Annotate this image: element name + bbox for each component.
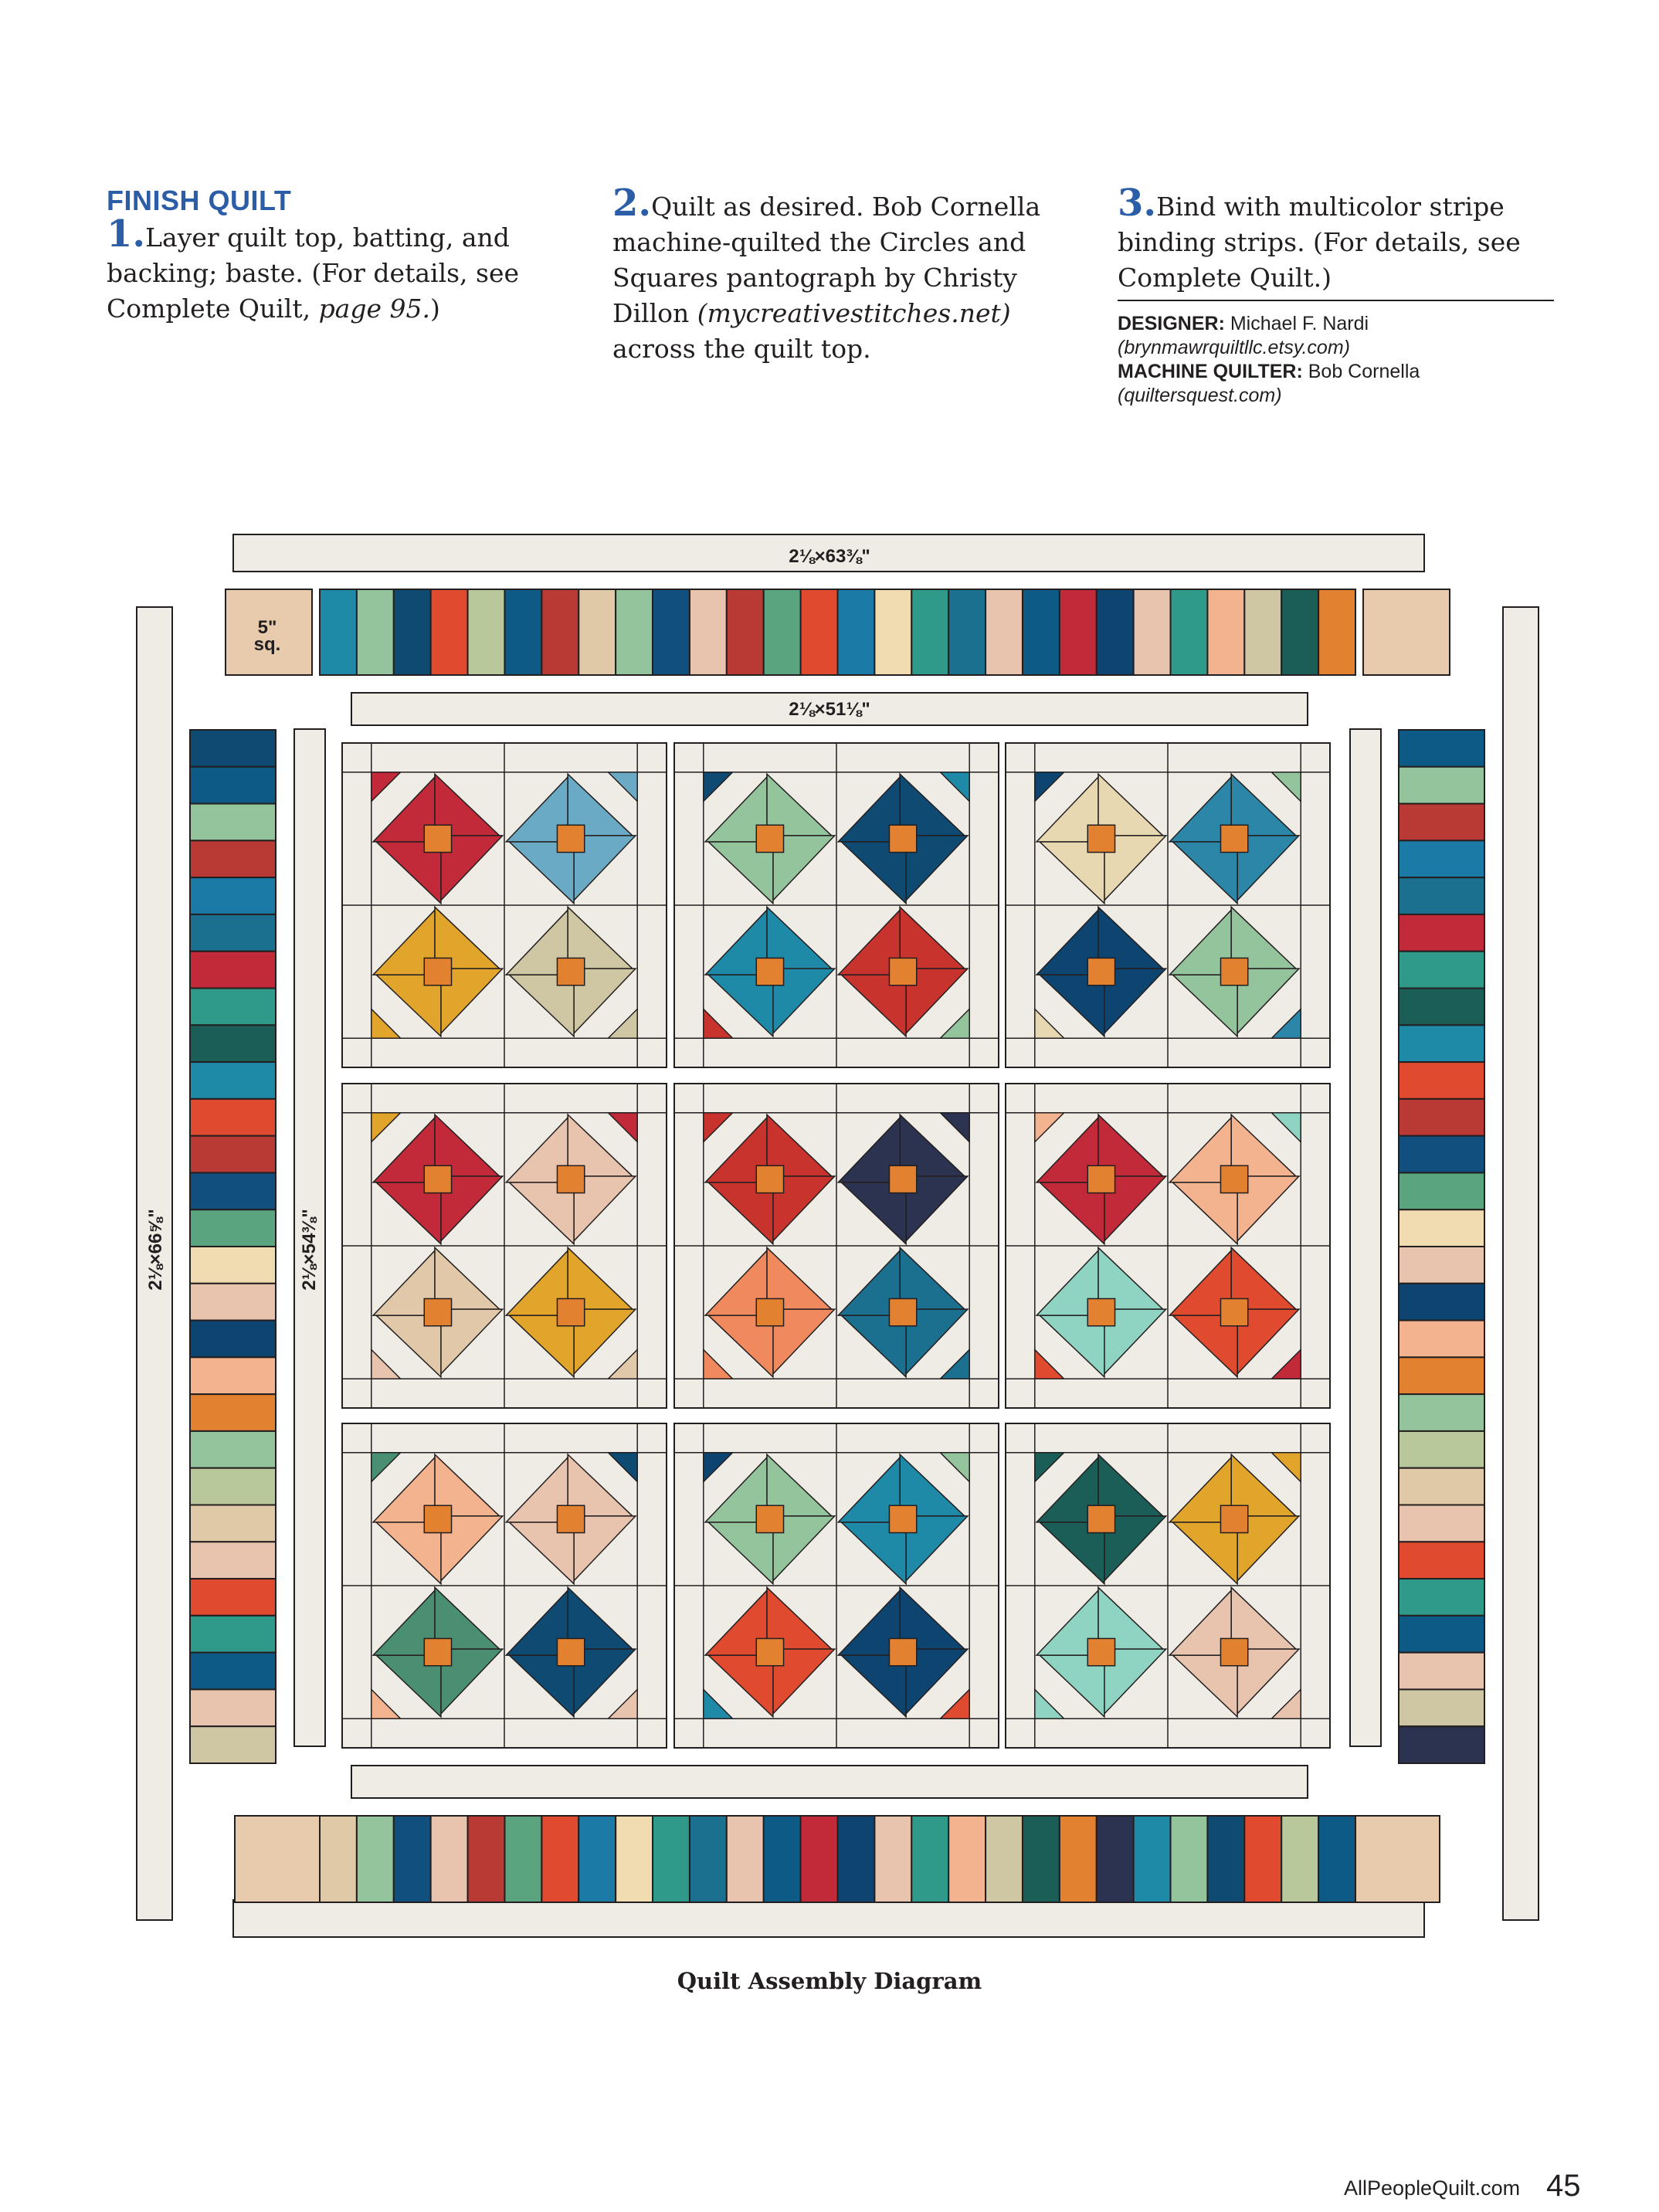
- designer-label: DESIGNER:: [1118, 313, 1225, 334]
- left-stripe-piece: [190, 1505, 276, 1542]
- pinwheel-center: [756, 825, 783, 852]
- right-stripe-piece: [1399, 989, 1484, 1026]
- step-2-tail: across the quilt top.: [612, 334, 871, 364]
- pinwheel-center: [889, 825, 916, 852]
- left-stripe-piece: [190, 1357, 276, 1394]
- left-stripe-piece: [190, 989, 276, 1026]
- right-stripe-piece: [1399, 1431, 1484, 1468]
- right-stripe-piece: [1399, 1357, 1484, 1394]
- top-stripe-piece: [431, 589, 468, 675]
- pinwheel-block: [1006, 1084, 1330, 1408]
- pinwheel-center: [889, 1638, 916, 1665]
- left-outer-border-label: 2⅛×66⅝": [145, 1209, 166, 1291]
- right-stripe-piece: [1399, 877, 1484, 914]
- step-1-close: ): [430, 293, 440, 324]
- left-stripe-piece: [190, 1689, 276, 1726]
- top-stripe-piece: [1023, 589, 1060, 675]
- step-3-text: Bind with multicolor stripe binding strips. (For details, see Complete Quilt.): [1118, 192, 1521, 293]
- bottom-stripe-piece: [764, 1816, 801, 1902]
- right-stripe-piece: [1399, 1689, 1484, 1726]
- pinwheel-center: [1220, 825, 1247, 852]
- bottom-stripe-piece: [1060, 1816, 1097, 1902]
- pinwheel-center: [1220, 958, 1247, 985]
- bottom-stripe-piece: [431, 1816, 468, 1902]
- left-stripe-piece: [190, 767, 276, 804]
- pinwheel-center: [557, 958, 584, 985]
- top-stripe-piece: [578, 589, 616, 675]
- quilter-url: (quiltersquest.com): [1118, 385, 1282, 406]
- top-stripe-piece: [874, 589, 911, 675]
- pinwheel-center: [889, 1165, 916, 1193]
- left-stripe-piece: [190, 952, 276, 989]
- diagram-caption: Quilt Assembly Diagram: [677, 1968, 982, 1994]
- left-stripe-piece: [190, 1579, 276, 1616]
- right-stripe-piece: [1399, 1321, 1484, 1358]
- right-stripe-piece: [1399, 1468, 1484, 1505]
- pinwheel-center: [756, 1165, 783, 1193]
- top-stripe-piece: [838, 589, 875, 675]
- pinwheel-center: [889, 958, 916, 985]
- left-stripe-piece: [190, 1653, 276, 1690]
- section-heading: FINISH QUILT: [107, 185, 292, 216]
- corner-square-bottom-left: [235, 1816, 320, 1902]
- pinwheel-center: [557, 1165, 584, 1193]
- right-stripe-piece: [1399, 804, 1484, 841]
- pinwheel-center: [1087, 958, 1114, 985]
- right-stripe-piece: [1399, 1062, 1484, 1099]
- footer-site: AllPeopleQuilt.com: [1344, 2176, 1521, 2200]
- left-stripe-piece: [190, 1099, 276, 1136]
- pinwheel-block: [1006, 743, 1330, 1067]
- pinwheel-center: [557, 1298, 584, 1325]
- top-stripe-piece: [690, 589, 727, 675]
- right-stripe-piece: [1399, 840, 1484, 877]
- right-stripe-piece: [1399, 767, 1484, 804]
- bottom-stripe-piece: [801, 1816, 838, 1902]
- corner-square-bottom-right: [1355, 1816, 1440, 1902]
- pinwheel-center: [756, 1298, 783, 1325]
- pinwheel-center: [1087, 1505, 1114, 1532]
- designer-url: (brynmawrquiltllc.etsy.com): [1118, 337, 1350, 358]
- pinwheel-block: [674, 743, 999, 1067]
- top-stripe-piece: [1207, 589, 1244, 675]
- bottom-stripe-piece: [1281, 1816, 1318, 1902]
- left-stripe-piece: [190, 1431, 276, 1468]
- top-stripe-piece: [541, 589, 578, 675]
- left-stripe-piece: [190, 1172, 276, 1209]
- bottom-stripe-piece: [1171, 1816, 1208, 1902]
- bottom-stripe-piece: [1318, 1816, 1355, 1902]
- bottom-stripe-piece: [357, 1816, 394, 1902]
- pinwheel-block: [674, 1423, 999, 1748]
- bottom-stripe-piece: [504, 1816, 541, 1902]
- step-1-text: Layer quilt top, batting, and backing; baste. (For details, see Complete Quilt,: [107, 222, 520, 324]
- pinwheel-center: [756, 1638, 783, 1665]
- pinwheel-center: [424, 825, 451, 852]
- top-stripe-piece: [468, 589, 505, 675]
- pinwheel-center: [1220, 1638, 1247, 1665]
- top-stripe-piece: [1318, 589, 1355, 675]
- bottom-stripe-piece: [616, 1816, 653, 1902]
- top-outer-border-label: 2⅛×63⅜": [789, 546, 870, 567]
- bottom-stripe-piece: [320, 1816, 357, 1902]
- right-stripe-piece: [1399, 1172, 1484, 1209]
- top-stripe-piece: [320, 589, 357, 675]
- step-1-page-ref: page 95.: [318, 293, 430, 324]
- pinwheel-block: [342, 743, 667, 1067]
- left-stripe-piece: [190, 840, 276, 877]
- step-2-text: Quilt as desired. Bob Cornella machine-quilted the Circles and Squares pantograph by Christy Dillon: [612, 192, 1041, 328]
- pinwheel-center: [1220, 1298, 1247, 1325]
- right-stripe-piece: [1399, 1394, 1484, 1431]
- bottom-outer-border-strip: [233, 1900, 1424, 1937]
- top-stripe-piece: [504, 589, 541, 675]
- pinwheel-center: [424, 1638, 451, 1665]
- pinwheel-block: [342, 1423, 667, 1748]
- left-stripe-piece: [190, 1616, 276, 1653]
- top-stripe-piece: [1134, 589, 1171, 675]
- top-stripe-piece: [764, 589, 801, 675]
- bottom-stripe-piece: [727, 1816, 764, 1902]
- right-stripe-piece: [1399, 1653, 1484, 1690]
- top-stripe-piece: [1244, 589, 1281, 675]
- pinwheel-center: [557, 1505, 584, 1532]
- bottom-stripe-piece: [911, 1816, 948, 1902]
- left-stripe-piece: [190, 1025, 276, 1062]
- left-stripe-piece: [190, 1247, 276, 1284]
- bottom-stripe-piece: [838, 1816, 875, 1902]
- bottom-stripe-piece: [948, 1816, 986, 1902]
- top-stripe-piece: [801, 589, 838, 675]
- top-stripe-piece: [394, 589, 431, 675]
- top-stripe-piece: [1281, 589, 1318, 675]
- pinwheel-center: [889, 1505, 916, 1532]
- bottom-stripe-piece: [578, 1816, 616, 1902]
- left-stripe-piece: [190, 1136, 276, 1173]
- pinwheel-center: [424, 958, 451, 985]
- right-outer-border-strip: [1503, 607, 1539, 1920]
- bottom-stripe-piece: [1023, 1816, 1060, 1902]
- step-2-number: 2.: [612, 182, 652, 225]
- bottom-stripe-piece: [1207, 1816, 1244, 1902]
- top-stripe-piece: [986, 589, 1023, 675]
- corner-square-label-size: 5": [257, 617, 277, 638]
- bottom-stripe-piece: [690, 1816, 727, 1902]
- pinwheel-center: [557, 1638, 584, 1665]
- right-stripe-piece: [1399, 1136, 1484, 1173]
- bottom-stripe-piece: [541, 1816, 578, 1902]
- right-stripe-piece: [1399, 952, 1484, 989]
- top-stripe-piece: [357, 589, 394, 675]
- bottom-stripe-piece: [653, 1816, 690, 1902]
- right-stripe-piece: [1399, 1726, 1484, 1763]
- right-stripe-piece: [1399, 1542, 1484, 1579]
- left-stripe-piece: [190, 1062, 276, 1099]
- left-stripe-piece: [190, 1542, 276, 1579]
- quilter-name: Bob Cornella: [1302, 361, 1420, 382]
- top-stripe-piece: [1171, 589, 1208, 675]
- pinwheel-center: [424, 1298, 451, 1325]
- pinwheel-center: [424, 1165, 451, 1193]
- top-stripe-piece: [616, 589, 653, 675]
- top-stripe-piece: [653, 589, 690, 675]
- left-stripe-piece: [190, 1321, 276, 1358]
- left-stripe-piece: [190, 804, 276, 841]
- pinwheel-block: [674, 1084, 999, 1408]
- pinwheel-block: [342, 1084, 667, 1408]
- bottom-inner-border-strip: [351, 1766, 1308, 1798]
- left-stripe-piece: [190, 877, 276, 914]
- right-stripe-piece: [1399, 1284, 1484, 1321]
- left-inner-border-label: 2⅛×54⅜": [299, 1209, 320, 1291]
- pinwheel-block: [1006, 1423, 1330, 1748]
- left-stripe-piece: [190, 914, 276, 952]
- right-stripe-piece: [1399, 1579, 1484, 1616]
- top-stripe-piece: [948, 589, 986, 675]
- page-number: 45: [1546, 2169, 1581, 2203]
- top-stripe-piece: [1097, 589, 1134, 675]
- right-stripe-piece: [1399, 1247, 1484, 1284]
- step-3-number: 3.: [1118, 182, 1157, 225]
- right-stripe-piece: [1399, 1505, 1484, 1542]
- top-stripe-piece: [911, 589, 948, 675]
- step-1-number: 1.: [107, 212, 146, 256]
- pinwheel-center: [1087, 1298, 1114, 1325]
- pinwheel-center: [1220, 1505, 1247, 1532]
- left-stripe-piece: [190, 1726, 276, 1763]
- top-stripe-piece: [1060, 589, 1097, 675]
- left-stripe-piece: [190, 1394, 276, 1431]
- pinwheel-center: [756, 958, 783, 985]
- quilter-label: MACHINE QUILTER:: [1118, 361, 1303, 382]
- bottom-stripe-piece: [1244, 1816, 1281, 1902]
- designer-name: Michael F. Nardi: [1224, 313, 1369, 334]
- right-stripe-piece: [1399, 1209, 1484, 1247]
- pinwheel-center: [424, 1505, 451, 1532]
- pinwheel-center: [889, 1298, 916, 1325]
- right-stripe-piece: [1399, 914, 1484, 952]
- pinwheel-center: [1220, 1165, 1247, 1193]
- corner-square-top-right: [1363, 589, 1450, 675]
- pinwheel-center: [557, 825, 584, 852]
- left-stripe-piece: [190, 730, 276, 767]
- pinwheel-center: [756, 1505, 783, 1532]
- right-inner-border-strip: [1350, 729, 1381, 1746]
- left-stripe-piece: [190, 1209, 276, 1247]
- bottom-stripe-piece: [468, 1816, 505, 1902]
- pinwheel-center: [1087, 1165, 1114, 1193]
- left-stripe-piece: [190, 1284, 276, 1321]
- top-stripe-piece: [727, 589, 764, 675]
- left-stripe-piece: [190, 1468, 276, 1505]
- right-stripe-piece: [1399, 1616, 1484, 1653]
- top-inner-border-label: 2⅛×51⅛": [789, 699, 870, 720]
- right-stripe-piece: [1399, 1099, 1484, 1136]
- step-2-url: (mycreativestitches.net): [697, 298, 1011, 328]
- right-stripe-piece: [1399, 730, 1484, 767]
- bottom-stripe-piece: [1097, 1816, 1134, 1902]
- corner-square-label-sq: sq.: [253, 634, 281, 655]
- bottom-stripe-piece: [874, 1816, 911, 1902]
- pinwheel-center: [1087, 825, 1114, 852]
- bottom-stripe-piece: [394, 1816, 431, 1902]
- bottom-stripe-piece: [1134, 1816, 1171, 1902]
- right-stripe-piece: [1399, 1025, 1484, 1062]
- bottom-stripe-piece: [986, 1816, 1023, 1902]
- pinwheel-center: [1087, 1638, 1114, 1665]
